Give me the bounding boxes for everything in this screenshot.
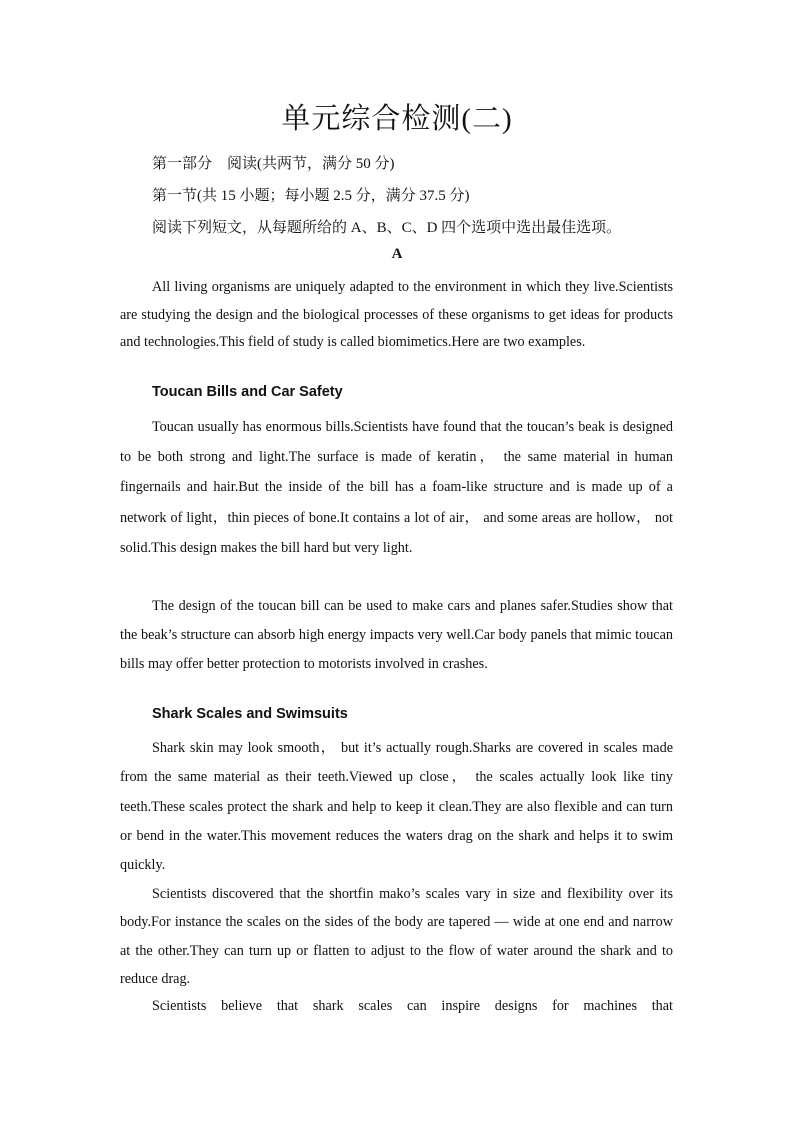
shark-paragraph-2: Scientists discovered that the shortfin mako’s scales vary in size and flexibility over its body.For instance the scales on the sides of the body are tapered — wide at one end and narrow at the other.They can turn up or flatten to adjust to the flow of water around the shark and to reduce drag. (120, 886, 673, 988)
subheading-toucan: Toucan Bills and Car Safety (152, 384, 343, 400)
shark-paragraph-3: Scientists believe that shark scales can inspire designs for machines that (152, 998, 673, 1014)
page-title: 单元综合检测(二) (281, 103, 513, 135)
section-line: 第一节(共 15 小题；每小题 2.5 分，满分 37.5 分) (152, 188, 470, 204)
toucan-paragraph-2: The design of the toucan bill can be used to make cars and planes safer.Studies show that the beak’s structure can absorb high energy impacts very well.Car body panels that mimic toucan bills may offer better protection to motorists involved in crashes. (120, 598, 673, 672)
passage-label: A (391, 246, 403, 262)
intro-paragraph: All living organisms are uniquely adapted to the environment in which they live.Scientists are studying the design and the biological processes of these organisms to get ideas for products and technologies.This field of study is called biomimetics.Here are two examples. (120, 279, 673, 351)
subheading-shark: Shark Scales and Swimsuits (152, 706, 348, 722)
shark-paragraph-1: Shark skin may look smooth， but it’s actually rough.Sharks are covered in scales made from the same material as their teeth.Viewed up close， the scales actually look like tiny teeth.These scales protect the shark and help to keep it clean.They are also flexible and can turn or bend in the water.This movement reduces the waters drag on the shark and helps it to swim quickly. (120, 740, 673, 874)
toucan-paragraph-1: Toucan usually has enormous bills.Scientists have found that the toucan’s beak is designed to be both strong and light.The surface is made of keratin， the same material in human fingernails and hair.But the inside of the bill has a foam-like structure and is made up of a network of light，thin pieces of bone.It contains a lot of air， and some areas are hollow， not solid.This design makes the bill hard but very light. (120, 419, 673, 556)
part-line: 第一部分 阅读(共两节，满分 50 分) (152, 156, 395, 172)
instruction-line: 阅读下列短文，从每题所给的 A、B、C、D 四个选项中选出最佳选项。 (152, 220, 622, 236)
